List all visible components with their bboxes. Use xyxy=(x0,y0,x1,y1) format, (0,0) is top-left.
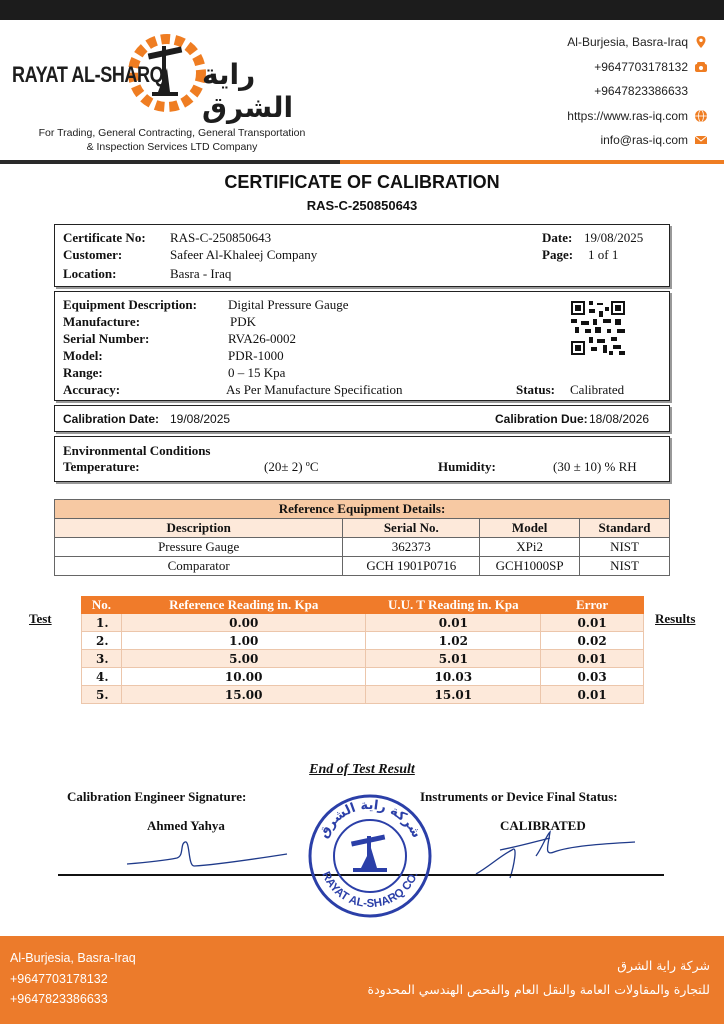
environment-box xyxy=(54,436,670,482)
res-cell: 2. xyxy=(82,632,122,650)
table-row xyxy=(82,614,644,632)
phone2-text[interactable]: +9647823386633 xyxy=(594,84,688,99)
res-cell: 0.02 xyxy=(541,632,644,650)
cert-no-value: RAS-C-250850643 xyxy=(170,230,272,245)
range-value: 0 – 15 Kpa xyxy=(228,365,286,380)
reference-heading: Reference Equipment Details: xyxy=(55,500,670,519)
res-cell: 1.02 xyxy=(366,632,541,650)
ref-cell: GCH 1901P0716 xyxy=(343,557,480,576)
page-value: 1 of 1 xyxy=(588,247,619,262)
res-cell: 15.00 xyxy=(121,686,366,704)
status-signature xyxy=(470,826,640,886)
results-label: Results xyxy=(655,611,696,626)
res-cell: 10.00 xyxy=(121,668,366,686)
page-label: Page: xyxy=(542,247,574,262)
res-cell: 0.03 xyxy=(541,668,644,686)
ref-col-serial: Serial No. xyxy=(343,519,480,538)
reference-equipment-table xyxy=(54,499,670,576)
test-results-table xyxy=(81,596,644,704)
humidity-label: Humidity: xyxy=(438,459,496,474)
res-cell: 5.01 xyxy=(366,650,541,668)
table-row xyxy=(55,538,670,557)
res-cell: 0.01 xyxy=(366,614,541,632)
res-col-uut: U.U. T Reading in. Kpa xyxy=(366,597,541,614)
logo-subtitle-line1: For Trading, General Contracting, General Transportation xyxy=(38,127,306,139)
table-row xyxy=(82,668,644,686)
footer-phone2[interactable]: +9647823386633 xyxy=(10,992,108,1006)
ref-cell: GCH1000SP xyxy=(480,557,580,576)
equipment-box xyxy=(54,291,670,401)
range-label: Range: xyxy=(63,365,103,380)
cert-no-label: Certificate No: xyxy=(63,230,146,245)
date-label: Date: xyxy=(542,230,573,245)
customer-label: Customer: xyxy=(63,247,123,262)
globe-icon xyxy=(694,109,708,123)
ref-cell: Pressure Gauge xyxy=(55,538,343,557)
location-pin-icon xyxy=(694,35,708,49)
engineer-signature-label: Calibration Engineer Signature: xyxy=(67,789,247,804)
humidity-value: (30 ± 10) % RH xyxy=(553,459,637,474)
res-cell: 0.01 xyxy=(541,686,644,704)
final-status-value: CALIBRATED xyxy=(500,818,586,833)
res-col-reference: Reference Reading in. Kpa xyxy=(121,597,366,614)
location-label: Location: xyxy=(63,266,117,281)
phone1-text[interactable]: +9647703178132 xyxy=(594,59,688,74)
footer-contact xyxy=(10,948,136,1010)
stamp-pump-icon xyxy=(351,835,387,872)
model-label: Model: xyxy=(63,348,103,363)
res-cell: 10.03 xyxy=(366,668,541,686)
date-value: 19/08/2025 xyxy=(584,230,644,245)
results-header-row xyxy=(82,597,644,614)
logo-text-ar: راية الشرق xyxy=(202,58,294,124)
ref-col-model: Model xyxy=(480,519,580,538)
stamp-text-ar: شركة راية الشرق xyxy=(316,797,424,841)
environment-heading: Environmental Conditions xyxy=(63,443,211,458)
contact-phone2 xyxy=(567,79,708,104)
res-cell: 3. xyxy=(82,650,122,668)
logo-subtitle-line2: & Inspection Services LTD Company xyxy=(86,141,258,153)
stamp-text-en: RAYAT AL-SHARQ CO. xyxy=(319,869,421,911)
engineer-name: Ahmed Yahya xyxy=(147,818,225,833)
res-cell: 15.01 xyxy=(366,686,541,704)
end-of-test-heading: End of Test Result xyxy=(309,762,415,777)
res-cell: 0.01 xyxy=(541,614,644,632)
res-cell: 1. xyxy=(82,614,122,632)
res-cell: 0.01 xyxy=(541,650,644,668)
address-text: Al-Burjesia, Basra-Iraq xyxy=(567,35,688,50)
certificate-code: RAS-C-250850643 xyxy=(306,198,418,213)
ref-col-standard: Standard xyxy=(580,519,670,538)
website-text[interactable]: https://www.ras-iq.com xyxy=(567,108,688,123)
customer-value: Safeer Al-Khaleej Company xyxy=(170,247,318,262)
test-label: Test xyxy=(29,611,52,626)
header-rule-orange xyxy=(340,160,724,164)
res-cell: 4. xyxy=(82,668,122,686)
equip-desc-label: Equipment Description: xyxy=(63,297,197,312)
contact-address xyxy=(567,30,708,55)
company-stamp-seal xyxy=(305,794,435,919)
cal-date-value: 19/08/2025 xyxy=(170,412,231,426)
ref-col-description: Description xyxy=(55,519,343,538)
serial-label: Serial Number: xyxy=(63,331,150,346)
table-row xyxy=(82,686,644,704)
res-cell: 5.00 xyxy=(121,650,366,668)
res-col-error: Error xyxy=(541,597,644,614)
manufacture-label: Manufacture: xyxy=(63,314,141,329)
contact-block xyxy=(567,30,708,153)
calibration-dates-box xyxy=(54,405,670,432)
header-rule-dark xyxy=(0,160,340,164)
footer-ar-line1: شركة راية الشرق xyxy=(617,958,710,973)
certificate-info-box xyxy=(54,224,670,287)
footer-ar-line2: للتجارة والمقاولات العامة والنقل العام والفحص الهندسي المحدودة xyxy=(367,982,710,997)
status-label: Status: xyxy=(516,382,556,397)
res-col-no: No. xyxy=(82,597,122,614)
reference-header-row xyxy=(55,519,670,538)
location-value: Basra - Iraq xyxy=(170,266,232,281)
qr-code-icon xyxy=(571,301,625,355)
final-status-label: Instruments or Device Final Status: xyxy=(420,789,618,804)
engineer-signature xyxy=(122,836,292,876)
phone-icon xyxy=(694,60,708,74)
res-cell: 0.00 xyxy=(121,614,366,632)
document-title: CERTIFICATE OF CALIBRATION xyxy=(224,172,500,192)
res-cell: 5. xyxy=(82,686,122,704)
ref-cell: NIST xyxy=(580,538,670,557)
footer-address: Al-Burjesia, Basra-Iraq xyxy=(10,951,136,965)
contact-website xyxy=(567,104,708,129)
temperature-label: Temperature: xyxy=(63,459,140,474)
contact-phone1 xyxy=(567,55,708,80)
table-row xyxy=(82,650,644,668)
ref-cell: NIST xyxy=(580,557,670,576)
model-value: PDR-1000 xyxy=(228,348,284,363)
cal-due-label: Calibration Due: xyxy=(495,412,588,426)
footer-phone1[interactable]: +9647703178132 xyxy=(10,971,108,986)
ref-cell: 362373 xyxy=(343,538,480,557)
table-row xyxy=(82,632,644,650)
res-cell: 1.00 xyxy=(121,632,366,650)
page-footer xyxy=(0,936,724,1024)
ref-cell: Comparator xyxy=(55,557,343,576)
equip-desc-value: Digital Pressure Gauge xyxy=(228,297,349,312)
logo-text-en: RAYAT AL-SHARQ xyxy=(12,62,164,87)
top-bar xyxy=(0,0,724,20)
serial-value: RVA26-0002 xyxy=(228,331,297,346)
accuracy-label: Accuracy: xyxy=(63,382,121,397)
cal-date-label: Calibration Date: xyxy=(63,412,160,426)
mail-icon xyxy=(694,133,708,147)
accuracy-value: As Per Manufacture Specification xyxy=(226,382,403,397)
email-text[interactable]: info@ras-iq.com xyxy=(600,133,688,148)
temperature-value: (20± 2) ºC xyxy=(264,459,319,474)
table-row xyxy=(55,557,670,576)
cal-due-value: 18/08/2026 xyxy=(589,412,650,426)
manufacture-value: PDK xyxy=(230,314,257,329)
company-logo xyxy=(12,28,332,153)
status-value: Calibrated xyxy=(570,382,625,397)
contact-email xyxy=(567,128,708,153)
ref-cell: XPi2 xyxy=(480,538,580,557)
footer-arabic xyxy=(368,954,710,1002)
logo-subtitle xyxy=(12,126,332,154)
